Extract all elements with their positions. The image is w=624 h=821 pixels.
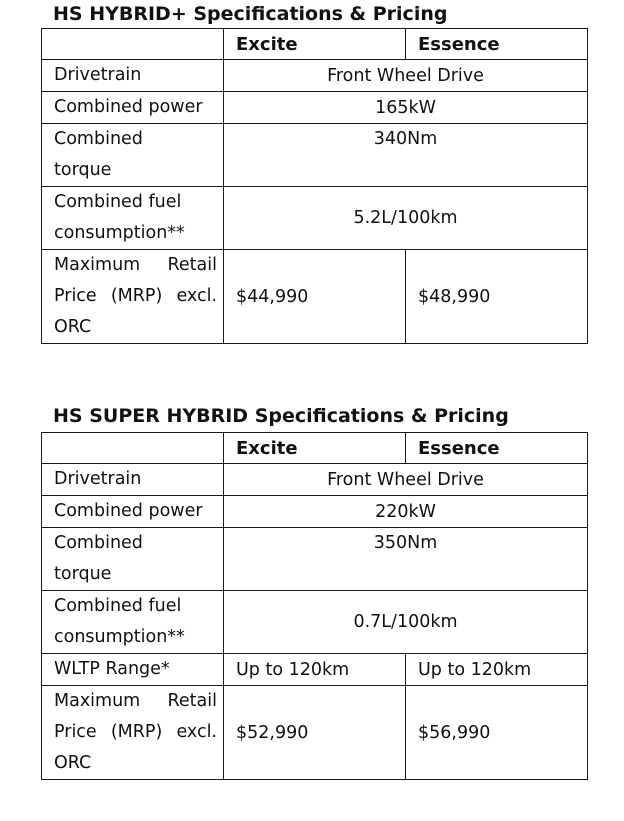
price-essence: $56,990: [406, 686, 588, 780]
column-header-excite: Excite: [224, 29, 406, 60]
table-row: [42, 187, 588, 250]
header-row: [42, 29, 588, 60]
table-row: [42, 686, 588, 780]
fuel-label-text: Combined fuel consumption**: [54, 192, 185, 243]
price-excite: $44,990: [224, 250, 406, 344]
power-value: 165kW: [224, 92, 588, 124]
table-row: [42, 654, 588, 686]
table-row: [42, 591, 588, 654]
column-header-excite: Excite: [224, 433, 406, 464]
table-row: [42, 464, 588, 496]
empty-header-cell: [42, 29, 224, 60]
drivetrain-value: Front Wheel Drive: [224, 60, 588, 92]
fuel-value: 0.7L/100km: [224, 591, 588, 654]
table-row: [42, 60, 588, 92]
column-header-essence: Essence: [406, 433, 588, 464]
drivetrain-value: Front Wheel Drive: [224, 464, 588, 496]
torque-label-text: Combined torque: [54, 533, 143, 584]
power-label: Combined power: [42, 92, 224, 124]
drivetrain-label: Drivetrain: [42, 464, 224, 496]
header-row: [42, 433, 588, 464]
hybrid-plus-title: HS HYBRID+ Specifications & Pricing: [53, 3, 448, 25]
fuel-value: 5.2L/100km: [224, 187, 588, 250]
column-header-essence: Essence: [406, 29, 588, 60]
price-essence: $48,990: [406, 250, 588, 344]
fuel-label: [42, 187, 224, 250]
torque-value: 340Nm: [224, 124, 588, 187]
table-row: [42, 528, 588, 591]
table-row: [42, 124, 588, 187]
super-hybrid-title: HS SUPER HYBRID Specifications & Pricing: [53, 405, 509, 427]
torque-label-text: Combined torque: [54, 129, 143, 180]
range-excite: Up to 120km: [224, 654, 406, 686]
price-label: Maximum Retail Price (MRP) excl. ORC: [42, 250, 224, 344]
torque-label: [42, 124, 224, 187]
super-hybrid-spec-table: [41, 432, 588, 780]
empty-header-cell: [42, 433, 224, 464]
drivetrain-label: Drivetrain: [42, 60, 224, 92]
hybrid-plus-spec-table: [41, 28, 588, 344]
fuel-label: [42, 591, 224, 654]
power-label: Combined power: [42, 496, 224, 528]
range-essence: Up to 120km: [406, 654, 588, 686]
price-label: Maximum Retail Price (MRP) excl. ORC: [42, 686, 224, 780]
fuel-label-text: Combined fuel consumption**: [54, 596, 185, 647]
table-row: [42, 92, 588, 124]
torque-value: 350Nm: [224, 528, 588, 591]
price-excite: $52,990: [224, 686, 406, 780]
torque-label: [42, 528, 224, 591]
power-value: 220kW: [224, 496, 588, 528]
table-row: [42, 496, 588, 528]
range-label: WLTP Range*: [42, 654, 224, 686]
table-row: [42, 250, 588, 344]
